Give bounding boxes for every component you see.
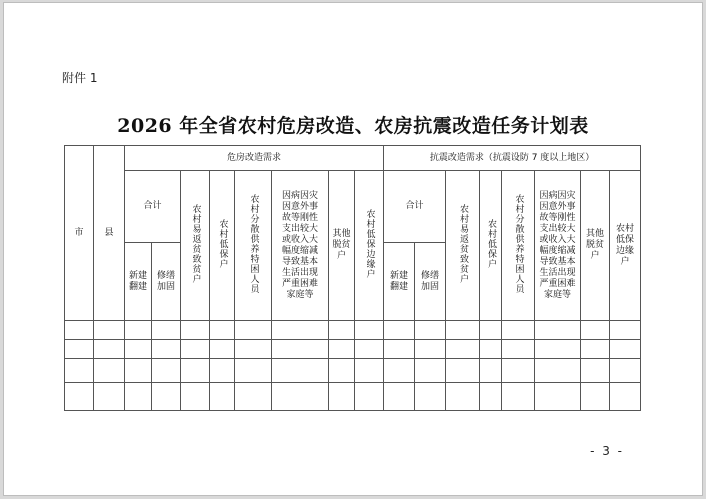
- header-danger-scattered: 农村分散供养特困人员: [235, 171, 272, 321]
- table-cell: [415, 359, 446, 383]
- header-quake-subtotal: 合计: [384, 171, 446, 243]
- table-cell: [272, 359, 329, 383]
- table-cell: [272, 321, 329, 340]
- table-row: [65, 359, 641, 383]
- table-cell: [235, 359, 272, 383]
- header-danger-group: 危房改造需求: [125, 146, 384, 171]
- table-cell: [181, 321, 210, 340]
- table-cell: [581, 383, 610, 411]
- table-cell: [384, 383, 415, 411]
- table-cell: [581, 321, 610, 340]
- table-cell: [610, 340, 641, 359]
- table-cell: [535, 340, 581, 359]
- header-danger-subtotal: 合计: [125, 171, 181, 243]
- table-cell: [415, 321, 446, 340]
- page-number: - 3 -: [590, 444, 624, 458]
- table-cell: [329, 321, 355, 340]
- table-row: [65, 383, 641, 411]
- table-cell: [329, 359, 355, 383]
- table-cell: [94, 340, 125, 359]
- table-cell: [384, 340, 415, 359]
- header-danger-hardship: 因病因灾 因意外事 故等刚性 支出较大 或收入大 幅度缩减 导致基本 生活出现 严重困难 家庭等: [272, 171, 329, 321]
- table-cell: [610, 359, 641, 383]
- header-quake-scattered: 农村分散供养特困人员: [502, 171, 535, 321]
- header-danger-other-poverty: 其他 脱贫 户: [329, 171, 355, 321]
- table-cell: [152, 340, 181, 359]
- table-cell: [535, 383, 581, 411]
- table-cell: [502, 340, 535, 359]
- table-cell: [355, 383, 384, 411]
- table-cell: [502, 321, 535, 340]
- header-quake-new-build: 新建 翻建: [384, 243, 415, 321]
- header-quake-group: 抗震改造需求（抗震设防 7 度以上地区）: [384, 146, 641, 171]
- table-cell: [535, 321, 581, 340]
- table-row: [65, 321, 641, 340]
- table-cell: [65, 383, 94, 411]
- table-cell: [125, 359, 152, 383]
- table-cell: [581, 340, 610, 359]
- table-cell: [384, 359, 415, 383]
- header-danger-new-build: 新建 翻建: [125, 243, 152, 321]
- header-quake-low-edge: 农村 低保 边缘 户: [610, 171, 641, 321]
- header-danger-poverty-return: 农村易返贫致贫户: [181, 171, 210, 321]
- table-cell: [152, 359, 181, 383]
- table-body: [65, 321, 641, 411]
- table-cell: [125, 321, 152, 340]
- table-cell: [235, 321, 272, 340]
- table-cell: [272, 383, 329, 411]
- table-cell: [415, 383, 446, 411]
- table-cell: [125, 383, 152, 411]
- header-danger-low-income: 农村低保户: [210, 171, 235, 321]
- table-cell: [329, 340, 355, 359]
- table-title: 2026 年全省农村危房改造、农房抗震改造任务计划表: [117, 115, 589, 137]
- table-cell: [446, 383, 480, 411]
- task-plan-table: [64, 145, 641, 411]
- table-cell: [181, 359, 210, 383]
- table-cell: [535, 359, 581, 383]
- header-quake-repair: 修缮 加固: [415, 243, 446, 321]
- table-cell: [480, 383, 502, 411]
- table-cell: [480, 340, 502, 359]
- table-cell: [480, 359, 502, 383]
- table-cell: [181, 340, 210, 359]
- table-cell: [480, 321, 502, 340]
- table-cell: [94, 321, 125, 340]
- table-cell: [446, 340, 480, 359]
- table-cell: [125, 340, 152, 359]
- header-city: 市: [65, 146, 94, 321]
- table-cell: [235, 383, 272, 411]
- table-cell: [94, 383, 125, 411]
- table-cell: [415, 340, 446, 359]
- table-cell: [210, 359, 235, 383]
- table-cell: [65, 340, 94, 359]
- attachment-label: 附件 1: [62, 71, 98, 85]
- table-cell: [446, 321, 480, 340]
- table-cell: [610, 383, 641, 411]
- table-cell: [235, 340, 272, 359]
- table-cell: [581, 359, 610, 383]
- table-cell: [355, 340, 384, 359]
- table-cell: [210, 383, 235, 411]
- table-cell: [94, 359, 125, 383]
- document-page: [3, 2, 703, 496]
- header-danger-low-edge: 农村低保边缘户: [355, 171, 384, 321]
- table-cell: [272, 340, 329, 359]
- table-cell: [355, 321, 384, 340]
- table-cell: [65, 321, 94, 340]
- table-cell: [152, 383, 181, 411]
- table-cell: [65, 359, 94, 383]
- header-quake-other-poverty: 其他 脱贫 户: [581, 171, 610, 321]
- table-cell: [384, 321, 415, 340]
- table-cell: [502, 359, 535, 383]
- table-cell: [446, 359, 480, 383]
- header-danger-repair: 修缮 加固: [152, 243, 181, 321]
- header-county: 县: [94, 146, 125, 321]
- header-quake-hardship: 因病因灾 因意外事 故等刚性 支出较大 或收入大 幅度缩减 导致基本 生活出现 严重困难 家庭等: [535, 171, 581, 321]
- table-row: [65, 340, 641, 359]
- table-cell: [152, 321, 181, 340]
- table-cell: [210, 321, 235, 340]
- header-quake-low-income: 农村低保户: [480, 171, 502, 321]
- table-cell: [610, 321, 641, 340]
- table-cell: [210, 340, 235, 359]
- table-cell: [181, 383, 210, 411]
- table-cell: [502, 383, 535, 411]
- table-cell: [355, 359, 384, 383]
- table-cell: [329, 383, 355, 411]
- header-quake-poverty-return: 农村易返贫致贫户: [446, 171, 480, 321]
